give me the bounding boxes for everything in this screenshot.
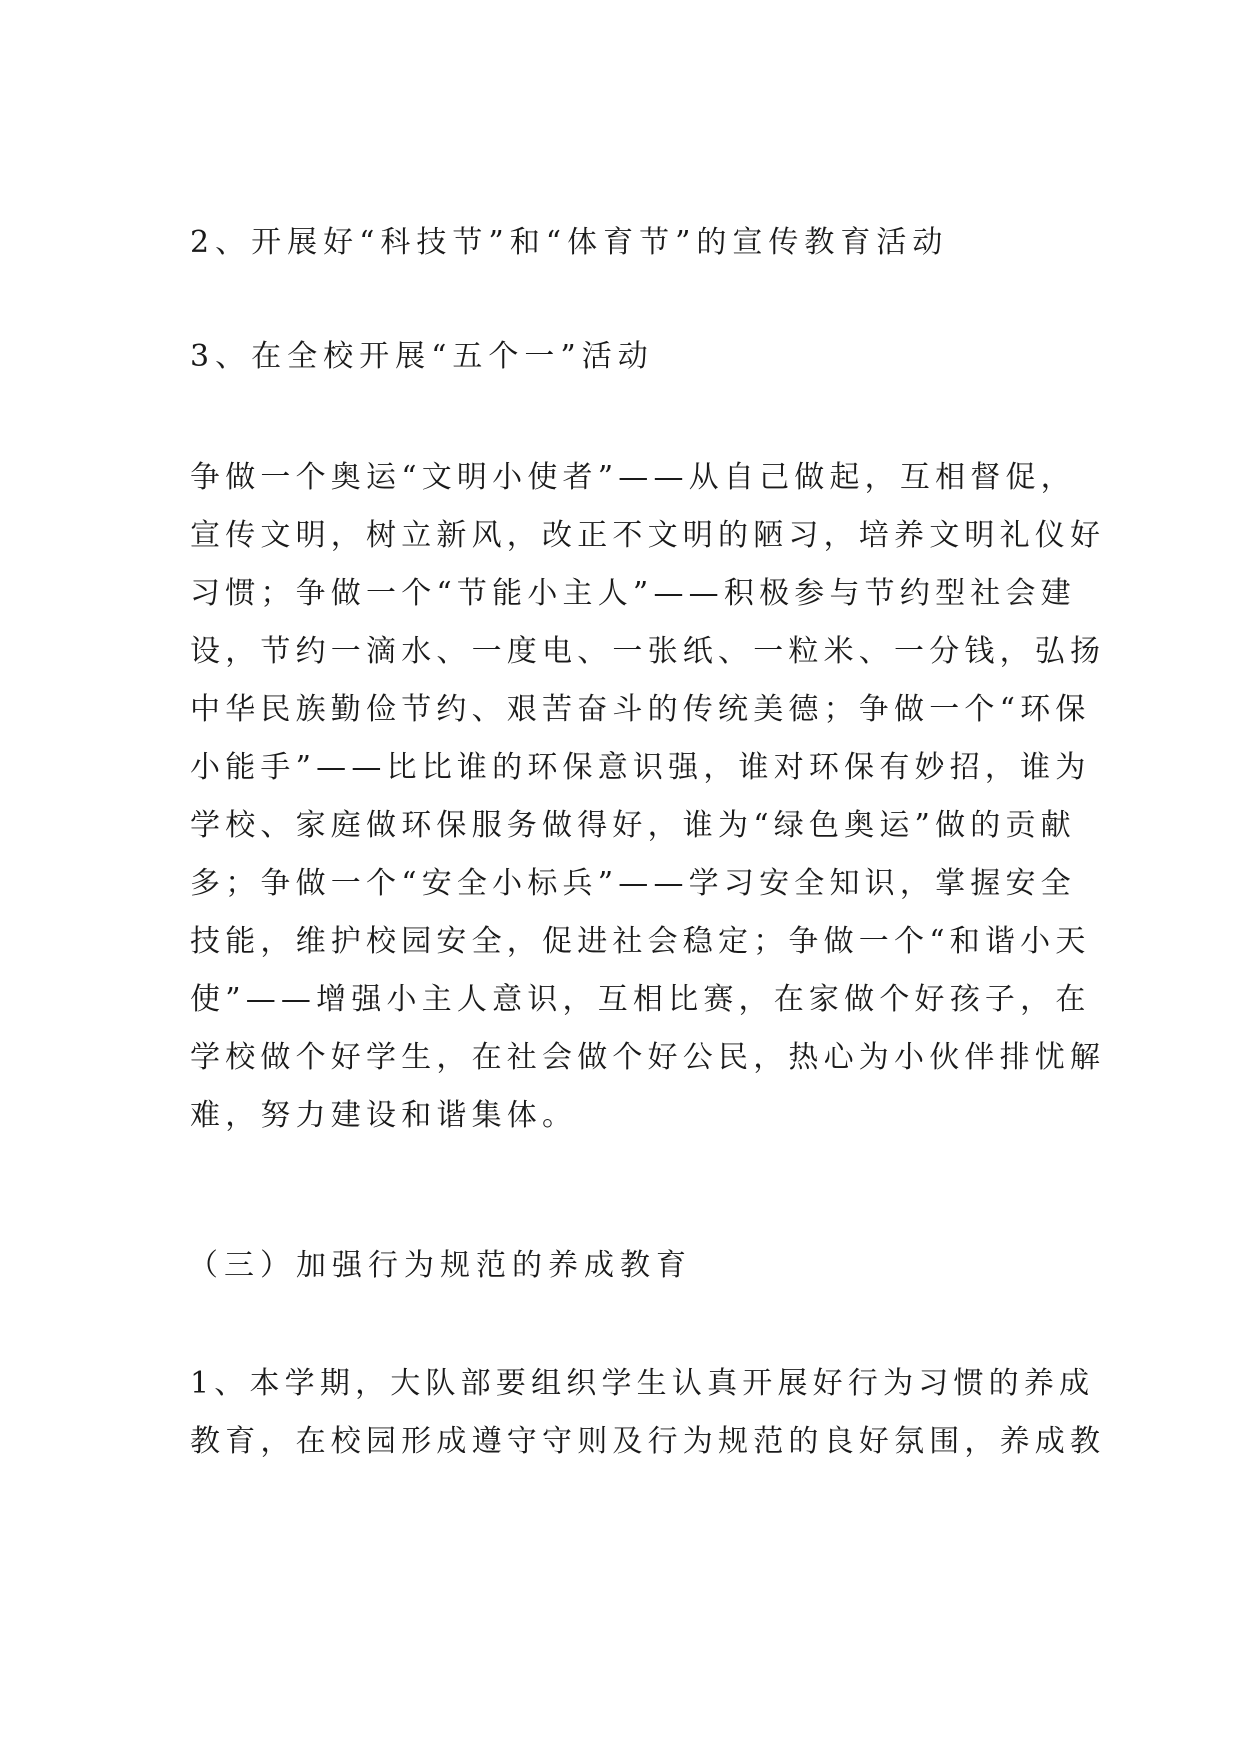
section-3-paragraph: [190, 1355, 1106, 1471]
activity-paragraph: [190, 449, 1106, 1145]
paragraph-line: 宣传文明，树立新风，改正不文明的陋习，培养文明礼仪好: [190, 518, 1106, 553]
paragraph-line: 中华民族勤俭节约、艰苦奋斗的传统美德；争做一个“环保: [190, 692, 1091, 727]
paragraph-line: 学校、家庭做环保服务做得好，谁为“绿色奥运”做的贡献: [190, 808, 1076, 843]
paragraph-line: 习惯；争做一个“节能小主人”——积极参与节约型社会建: [190, 576, 1076, 611]
paragraph-line: 1、本学期，大队部要组织学生认真开展好行为习惯的养成: [190, 1366, 1095, 1401]
paragraph-line: 小能手”——比比谁的环保意识强，谁对环保有妙招，谁为: [190, 750, 1091, 785]
paragraph-line: 多；争做一个“安全小标兵”——学习安全知识，掌握安全: [190, 866, 1076, 901]
paragraph-line: 设，节约一滴水、一度电、一张纸、一粒米、一分钱，弘扬: [190, 634, 1106, 669]
paragraph-line: 技能，维护校园安全，促进社会稳定；争做一个“和谐小天: [190, 924, 1091, 959]
list-item-3: 3、在全校开展“五个一”活动: [190, 339, 654, 374]
paragraph-line: 争做一个奥运“文明小使者”——从自己做起，互相督促，: [190, 460, 1076, 495]
paragraph-line: 学校做个好学生，在社会做个好公民，热心为小伙伴排忧解: [190, 1040, 1106, 1075]
paragraph-line: 使”——增强小主人意识，互相比赛，在家做个好孩子，在: [190, 982, 1091, 1017]
section-heading: （三）加强行为规范的养成教育: [188, 1248, 692, 1283]
list-item-2: 2、开展好“科技节”和“体育节”的宣传教育活动: [190, 225, 949, 260]
paragraph-line: 教育，在校园形成遵守守则及行为规范的良好氛围，养成教: [190, 1424, 1106, 1459]
paragraph-line: 难，努力建设和谐集体。: [190, 1098, 578, 1133]
